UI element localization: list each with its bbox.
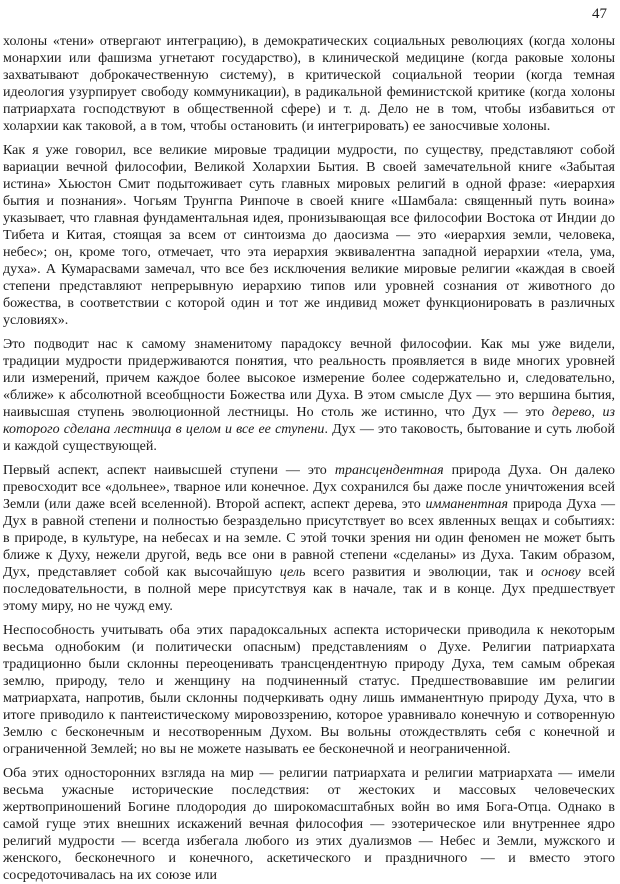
italic-text-run: имманентная (425, 497, 509, 512)
text-run: холоны «тени» отвергают интеграцию), в демократических социальных революциях (когда холоны монархии или фашизма угнетают государство), в клинической медицине (когда раковые холоны захватывают доброкачественную систему), в критической социальной теории (когда темная идеология узурпирует свободу коммуникации), в радикальной феминистской критике (когда холоны патриархата господствуют в общественной сфере) и т. д. Дело не в том, чтобы избавиться от холархии как таковой, а в том, чтобы остановить (и интегрировать) ее заносчивые холоны. (3, 34, 615, 134)
paragraph (3, 462, 615, 615)
text-run: всей последовательности, в полной мере присутствуя как в начале, так и в конце. Дух предшествует этому миру, но не чужд ему. (3, 565, 616, 614)
text-run: всего развития и эволюции, так и (305, 565, 542, 580)
paragraph (3, 765, 615, 884)
text-run: Это подводит нас к самому знаменитому парадоксу вечной философии. Как мы уже видели, традиции мудрости придерживаются понятия, что реальность проявляется в виде многих уровней или измерений, причем каждое более высокое измерение более содержательно и, следовательно, «ближе» к абсолютной всеобщности Божества или Духа. В этом смысле Дух — это вершина бытия, наивысшая ступень эволюционной лестницы. Но столь же истинно, что Дух — это (3, 337, 615, 420)
paragraph (3, 622, 615, 758)
paragraph (3, 142, 615, 329)
italic-text-run: трансцендентная (334, 463, 444, 478)
italic-text-run: цель (279, 565, 306, 580)
text-run: Первый аспект, аспект наивысшей ступени — это (3, 463, 335, 478)
page-content (3, 33, 615, 884)
text-run: Как я уже говорил, все великие мировые традиции мудрости, по существу, представляют собой вариации вечной философии, Великой Холархии Бытия. В своей замечательной книге «Забытая истина» Хьюстон Смит подытоживает суть главных мировых религий в одной фразе: «иерархия бытия и познания». Чогьям Трунгпа Ринпоче в своей книге «Шамбала: священный путь воина» указывает, что главная фундаментальная идея, пронизывающая все философии Востока от Индии до Тибета и Китая, стоящая за всем от синтоизма до даосизма — это «иерархия земли, человека, небес»; он, кроме того, отмечает, что эта иерархия эквивалентна западной иерархии «тела, ума, духа». А Кумарасвами замечал, что все без исключения великие мировые религии «каждая в своей степени представляют непрерывную иерархию типов или уровней сознания от животного до божества, в соответствии с которой один и тот же индивид может функционировать в различных условиях». (3, 143, 615, 328)
italic-text-run: дерево, из которого сделана лестница в целом и все ее ступени (3, 405, 615, 437)
paragraph (3, 33, 615, 135)
page-number: 47 (592, 6, 607, 22)
text-run: Неспособность учитывать оба этих парадоксальных аспекта исторически приводила к некоторым весьма однобоким (и политически опасным) представлениям о Духе. Религии патриархата традиционно были склонны переоценивать трансцендентную природу Духа, тем самым обрекая землю, природу, тело и женщину на подчиненный статус. Предшествовавшие им религии матриархата, напротив, были склонны подчеркивать одну лишь имманентную природу Духа, что в итоге приводило к пантеистическому мировоззрению, которое уравнивало конечную и сотворенную Землю с бесконечным и несотворенным Духом. Вы вольны отождествлять себя с конечной и ограниченной Землей; но вы не можете называть ее бесконечной и неограниченной. (3, 623, 615, 757)
paragraph (3, 336, 615, 455)
text-run: Оба этих односторонних взгляда на мир — религии патриархата и религии матриархата — имели весьма ужасные исторические последствия: от жестоких и массовых человеческих жертвоприношений Богине плодородия до широкомасштабных войн во имя Бога-Отца. Однако в самой гуще этих внешних искажений вечная философия — эзотерическое или внутреннее ядро религий мудрости — всегда избегала любого из этих дуализмов — Небес и Земли, мужского и женского, бесконечного и конечного, аскетического и праздничного — и вместо этого сосредоточивалась на их союзе или (3, 766, 615, 883)
text-run: природа Духа. Он далеко превосходит все «дольнее», тварное или конечное. Дух сохранился бы даже после уничтожения всей Земли (или даже всей вселенной). Второй аспект, аспект дерева, это (3, 463, 616, 512)
text-run: . Дух — это таковость, бытование и суть любой и каждой существующей. (3, 422, 615, 454)
italic-text-run: основу (541, 565, 581, 580)
text-run: природа Духа — Дух в равной степени и полностью безраздельно присутствует во всех явленных вещах и событиях: в природе, в культуре, на небесах и на земле. С этой точки зрения ни один феномен не может быть ближе к Духу, нежели другой, ведь все они в равной степени «сделаны» из Духа. Таким образом, Дух, представляет собой как высочайшую (3, 497, 616, 580)
